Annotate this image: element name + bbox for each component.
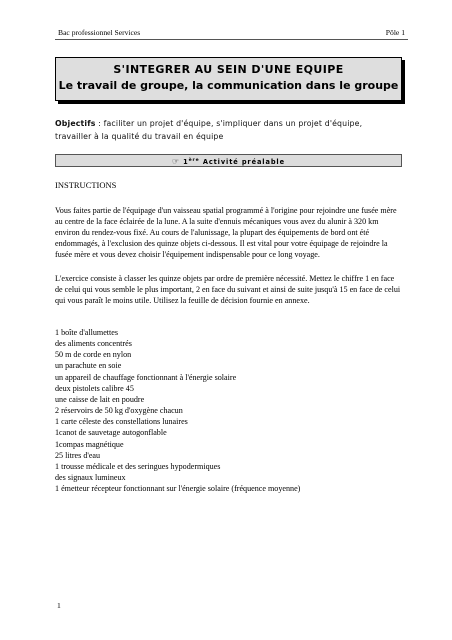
list-item: 1compas magnétique <box>55 439 124 449</box>
title-main: S'INTEGRER AU SEIN D'UNE EQUIPE <box>113 63 344 76</box>
title-subtitle: Le travail de groupe, la communication dans le groupe <box>58 79 399 92</box>
objectives <box>55 117 400 143</box>
list-item: 1canot de sauvetage autogonflable <box>55 428 167 438</box>
objectives-label: Objectifs <box>55 119 96 128</box>
list-item: 25 litres d'eau <box>55 450 101 460</box>
list-item: des aliments concentrés <box>55 339 132 349</box>
title-box <box>55 57 402 101</box>
pointing-hand-icon: ☞ <box>172 157 181 167</box>
list-item: un appareil de chauffage fonctionnant à l'énergie solaire <box>55 372 237 382</box>
list-item: 1 émetteur récepteur fonctionnant sur l'énergie solaire (fréquence moyenne) <box>55 484 301 494</box>
list-item: 1 carte céleste des constellations lunaires <box>55 417 188 427</box>
paragraph-scenario: Vous faites partie de l'équipage d'un vaisseau spatial programmé à l'origine pour rejoindre une fusée mère au centre de la face éclairée de la lune. A la suite d'ennuis mécaniques vous avez du alunir à 320 km environ du rendez-vous fixé. Au cours de l'alunissage, la plupart des équipements de bord ont été endommagés, à l'exclusion des quinze objets ci-dessous. Il est vital pour votre équipage de rejoindre la fusée mère et vous devez choisir l'équipement indispensable pour ce long voyage. <box>55 206 397 260</box>
list-item: 2 réservoirs de 50 kg d'oxygène chacun <box>55 406 183 416</box>
activity-label: Activité préalable <box>202 158 285 167</box>
header-course: Bac professionnel Services <box>58 28 141 37</box>
paragraph-exercise: L'exercice consiste à classer les quinze objets par ordre de première nécessité. Mettez le chiffre 1 en face de celui qui vous semble le plus important, 2 en face du suivant et ainsi de suite jusqu'à 15 en face de celui qui vous paraît le moins utile. Utilisez la feuille de décision fournie en annexe. <box>55 274 401 306</box>
item-list <box>55 327 395 494</box>
list-item: une caisse de lait en poudre <box>55 394 145 404</box>
list-item: 50 m de corde en nylon <box>55 350 132 360</box>
list-item: un parachute en soie <box>55 361 122 371</box>
list-item: des signaux lumineux <box>55 473 126 483</box>
list-item: 1 boîte d'allumettes <box>55 328 119 337</box>
activity-ordinal: ère <box>188 158 200 163</box>
list-item: 1 trousse médicale et des seringues hypodermiques <box>55 461 221 471</box>
header-pole: Pôle 1 <box>385 28 405 37</box>
page-number: 1 <box>57 601 61 610</box>
header-divider <box>55 39 408 40</box>
activity-banner <box>55 154 402 167</box>
activity-number: 1 <box>183 158 189 167</box>
objectives-text: : faciliter un projet d'équipe, s'impliquer dans un projet d'équipe, travailler à la qualité du travail en équipe <box>55 119 363 141</box>
list-item: deux pistolets calibre 45 <box>55 383 134 393</box>
instructions-heading: INSTRUCTIONS <box>55 180 117 190</box>
